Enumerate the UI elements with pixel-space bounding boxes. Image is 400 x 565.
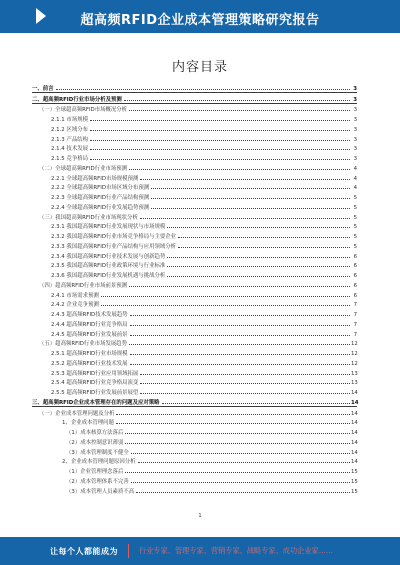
toc-entry-page: 14 [351,410,358,417]
toc-entry-text: 2、企业成本管理问题原因分析 [62,459,136,466]
toc-leader-dots [129,286,350,287]
toc-entry-page: 5 [353,224,357,231]
toc-entry-page: 3 [353,146,357,153]
toc-entry-text: （二）全球超高频RFID行业市场预测 [39,165,128,172]
footer-bar [0,537,400,565]
toc-entry[interactable] [32,221,357,231]
toc-leader-dots [130,364,350,365]
toc-entry[interactable] [32,347,357,357]
toc-entry-text: 2.2.1 全球超高频RFID市场规模预测 [51,175,139,182]
toc-entry-text: 2.4.2 企业竞争预测 [51,302,99,309]
toc-leader-dots [178,247,350,248]
toc-entry[interactable] [32,308,357,318]
toc-entry[interactable] [32,485,357,495]
toc-entry-text: （2）成本管理体系不完善 [66,478,129,485]
toc-entry-text: 2.2.4 全球超高频RFID行业发展趋势预测 [51,204,150,211]
toc-entry-text: 2.4.4 超高频RFID行业竞争格局 [51,321,128,328]
toc-heading: 内容目录 [171,60,228,75]
footer-tagline: 行业专家、管理专家、营销专家、战略专家、成功企业家…… [139,546,334,555]
toc-entry-text: 2.3.3 我国超高频RFID行业产品结构与应用领域分析 [51,243,177,250]
toc-entry[interactable] [32,465,357,475]
toc-entry-text: （1）企业管理理念落后 [66,469,124,475]
toc-entry-text: 2.3.6 我国超高频RFID行业发展机遇与挑战分析 [51,273,166,279]
toc-entry-text: 2.2.2 全球超高频RFID市场区域分布预测 [51,185,150,192]
toc-leader-dots [136,492,350,493]
toc-entry-text: 2.3.1 我国超高频RFID行业发展现状与市场规模 [51,224,166,231]
toc-leader-dots [151,198,350,199]
toc-entry-page: 14 [351,399,359,406]
toc-entry-text: 2.1.4 技术发展 [51,146,88,153]
toc-entry-page: 3 [353,156,357,162]
toc-leader-dots [130,335,350,336]
toc-entry-page: 12 [351,351,358,357]
header-bar [0,0,400,33]
toc-entry-page: 14 [351,439,358,446]
toc-leader-dots [116,423,350,424]
toc-entry[interactable] [32,162,357,172]
toc-entry-text: （1）成本核算方法落后 [66,430,124,436]
toc-entry-text: （三）我国超高频RFID行业市场现状分析 [39,214,138,221]
toc-leader-dots [131,482,350,483]
toc-leader-dots [167,227,350,228]
toc-leader-dots [130,315,350,316]
toc-leader-dots [129,110,350,111]
toc-entry-text: （2）成本控制意识薄弱 [66,439,124,446]
toc-leader-dots [140,383,350,384]
toc-entry-page: 5 [353,234,357,240]
report-title: 超高频RFID企业成本管理策略研究报告 [80,13,320,28]
toc-entry[interactable] [32,230,357,240]
toc-entry-text: 2.1.1 市场规模 [51,117,88,123]
toc-entry-page: 14 [351,459,358,466]
toc-entry-page: 6 [353,282,357,289]
toc-entry-page: 14 [351,430,358,436]
toc-entry-text: 2.5.2 超高频RFID行业技术发展 [51,360,128,367]
toc-entry-page: 3 [353,107,357,114]
toc-entry-page: 3 [353,126,357,133]
toc-entry[interactable] [32,426,357,436]
toc-leader-dots [125,443,350,444]
toc-entry[interactable] [32,446,357,456]
toc-entry-page: 5 [353,243,357,250]
toc-entry[interactable] [32,299,357,309]
toc-leader-dots [116,414,350,415]
toc-entry-page: 3 [353,117,357,123]
toc-entry[interactable] [32,201,357,211]
toc-leader-dots [124,100,350,101]
toc-leader-dots [125,472,350,473]
toc-entry-text: （3）成本管理制度不健全 [66,449,129,456]
toc-entry-text: 2.2.3 全球超高频RFID行业产品结构预测 [51,195,150,201]
toc-entry[interactable] [32,113,357,123]
toc-entry-text: 2.4.5 超高频RFID行业发展前景 [51,331,128,338]
toc-entry[interactable] [32,338,357,348]
toc-entry[interactable] [32,318,357,328]
toc-entry[interactable] [32,182,357,192]
toc-leader-dots [101,305,350,306]
toc-entry-page: 7 [353,321,357,328]
toc-entry[interactable] [32,172,357,182]
toc-entry-text: 2.5.5 超高频RFID行业发展前景展望 [51,390,139,396]
toc-entry-page: 7 [353,331,357,338]
toc-leader-dots [167,266,350,267]
toc-leader-dots [90,140,350,141]
toc-entry-page: 14 [351,390,358,396]
toc-entry[interactable] [32,407,357,417]
toc-entry[interactable] [32,133,357,143]
toc-entry[interactable] [32,377,357,387]
toc-entry[interactable] [32,269,357,279]
toc-entry[interactable] [32,456,357,466]
toc-entry[interactable] [32,289,357,299]
toc-leader-dots [140,179,350,180]
toc-leader-dots [167,257,350,258]
toc-leader-dots [130,354,350,355]
toc-leader-dots [90,120,350,121]
toc-leader-dots [101,296,350,297]
toc-leader-dots [162,403,350,404]
toc-leader-dots [138,462,350,463]
toc-entry[interactable] [32,250,357,260]
toc-entry-page: 6 [353,263,357,270]
toc-entry-page: 6 [353,273,357,279]
toc-entry-page: 6 [353,292,357,299]
toc-entry-text: 2.1.3 产品结构 [51,136,88,143]
toc-leader-dots [90,149,350,150]
toc-leader-dots [129,344,350,345]
toc-entry[interactable] [32,123,357,133]
toc-leader-dots [140,393,350,394]
toc-leader-dots [125,433,350,434]
toc-entry-text: （一）全球超高频RFID市场概况分析 [39,107,128,114]
toc-entry[interactable] [32,211,357,221]
toc-entry[interactable] [32,357,357,367]
toc-entry-page: 6 [353,253,357,260]
toc-leader-dots [151,208,350,209]
toc-entry-text: （五）超高频RFID行业市场发展趋势 [39,341,128,348]
toc-entry-page: 5 [353,204,357,211]
toc-leader-dots [140,374,350,375]
toc-leader-dots [90,159,350,160]
toc-entry-text: 2.4.3 超高频RFID技术发展趋势 [51,312,128,318]
toc-entry-text: （四）超高频RFID行业市场前景预测 [39,282,128,289]
toc-entry-page: 15 [351,488,358,495]
toc-entry[interactable] [32,82,357,93]
footer-slogan: 让每个人都能成为 [50,546,118,556]
toc-entry-text: （3）成本管理人员素质不高 [66,488,135,495]
toc-leader-dots [167,276,350,277]
toc-entry-page: 15 [351,469,358,475]
toc-entry-text: 2.4.1 市场需求预测 [51,292,99,299]
toc-entry-page: 14 [351,449,358,456]
toc-entry[interactable] [32,143,357,153]
toc-leader-dots [151,188,350,189]
toc-leader-dots [129,169,350,170]
toc-entry-page: 5 [353,195,357,201]
toc-entry-page: 7 [353,302,357,309]
page-number: 1 [198,513,202,519]
toc-entry-text: 2.5.3 超高频RFID行业应用领域拓展 [51,370,139,377]
toc-entry[interactable] [32,240,357,250]
toc-entry[interactable] [32,104,357,114]
toc-entry-text: 1、企业成本管理问题 [62,420,114,427]
toc-leader-dots [130,325,350,326]
toc-entry[interactable] [32,396,357,407]
toc-entry-text: 2.3.2 我国超高频RFID行业市场竞争格局与主要企业 [51,234,177,240]
toc-entry-text: 2.3.5 我国超高频RFID行业政策环境与行业标准 [51,263,166,270]
toc-entry[interactable] [32,436,357,446]
toc-entry-page: 3 [353,85,357,92]
toc-entry-page: 5 [353,214,357,221]
toc-entry[interactable] [32,93,357,104]
toc-entry-page: 15 [351,478,358,485]
toc-entry-text: 2.5.1 超高频RFID行业市场规模 [51,351,128,357]
toc-entry-text: 2.3.4 我国超高频RFID行业技术发展与创新趋势 [51,253,166,260]
toc-entry-page: 4 [353,185,357,192]
toc-entry-page: 7 [353,312,357,318]
toc-entry-page: 4 [353,175,357,182]
toc-entry-page: 3 [353,96,357,103]
toc-entry-page: 3 [353,136,357,143]
toc-leader-dots [140,218,350,219]
toc-entry-page: 13 [351,370,358,377]
toc-entry[interactable] [32,367,357,377]
toc-entry-page: 13 [351,380,358,387]
toc-leader-dots [178,237,350,238]
toc-entry[interactable] [32,152,357,162]
toc-entry-text: 一、前言 [32,85,54,92]
toc-entry-text: （一）企业成本管理问题及分析 [39,410,115,417]
toc-entry[interactable] [32,260,357,270]
footer-divider [128,544,129,558]
toc-entry-text: 2.1.2 区域分布 [51,126,88,133]
toc-entry-page: 12 [351,360,358,367]
toc-entry[interactable] [32,279,357,289]
toc-entry[interactable] [32,475,357,485]
toc-leader-dots [56,89,350,90]
toc-entry[interactable] [32,328,357,338]
toc-entry-page: 4 [353,165,357,172]
toc-entry-text: 二、超高频RFID行业市场分析及预测 [32,96,122,103]
toc-entry-text: 2.1.5 竞争格局 [51,156,88,162]
toc-entry-page: 14 [351,420,358,427]
toc-entry-text: 三、超高频RFID企业成本管理存在的问题及应对策略 [32,399,160,406]
table-of-contents [32,82,357,495]
toc-entry-page: 12 [351,341,358,348]
toc-entry-text: 2.5.4 超高频RFID行业竞争格局演变 [51,380,139,387]
toc-entry[interactable] [32,386,357,396]
toc-entry[interactable] [32,191,357,201]
toc-leader-dots [90,130,350,131]
toc-leader-dots [131,453,350,454]
toc-entry[interactable] [32,417,357,427]
